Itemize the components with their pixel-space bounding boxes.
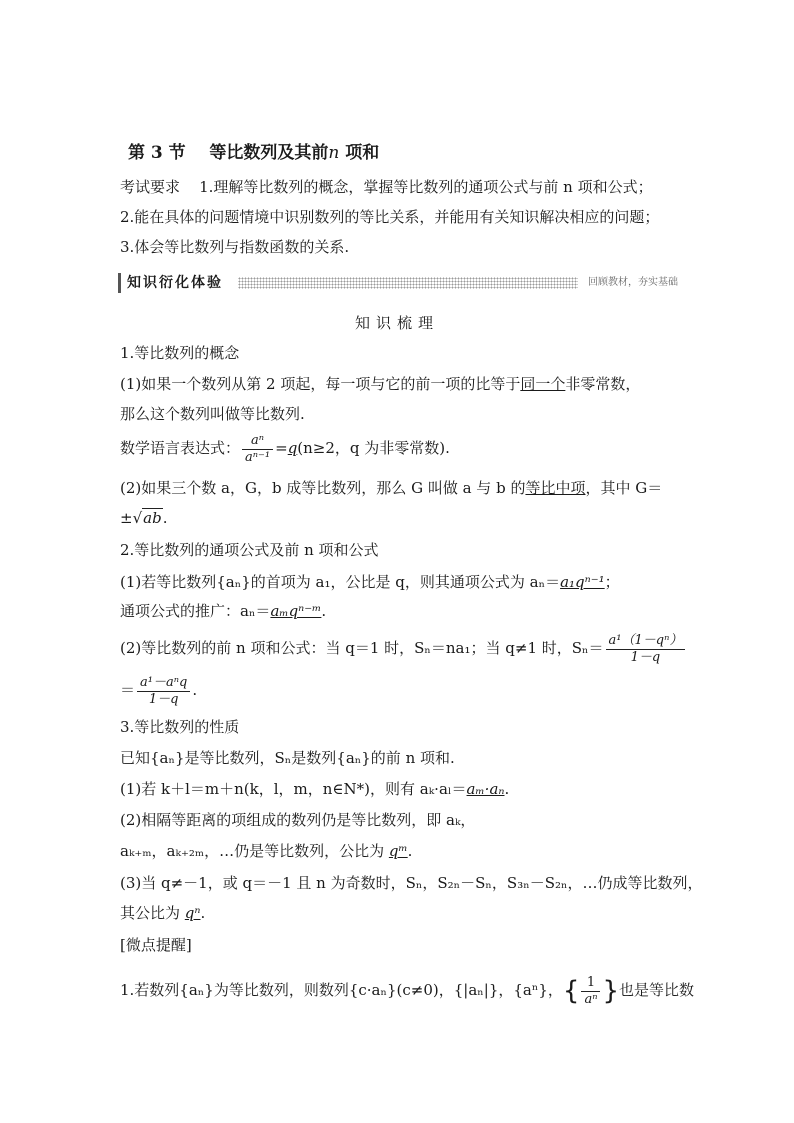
right-brace-icon: } — [602, 976, 620, 1006]
s2-p2-tail: . — [321, 602, 327, 620]
s3-p3-line1: (3)当 q≠－1，或 q＝－1 且 n 为奇数时，Sₙ，S₂ₙ－Sₙ，S₃ₙ－S₂ₙ，…仍成等比数列， — [120, 874, 703, 892]
banner-dotted-rule — [238, 277, 578, 289]
s3-p3-tail: . — [200, 904, 206, 922]
sum-fraction-1 — [606, 633, 686, 666]
reciprocal-num: 1 — [581, 975, 600, 992]
sum-fraction-1-num: a¹（1－qⁿ） — [606, 633, 686, 650]
s3-p1-blank: aₘ·aₙ — [466, 780, 505, 798]
s3-heading: 3.等比数列的性质 — [120, 718, 240, 736]
s1-p1-line1 — [120, 374, 640, 394]
s2-p4 — [120, 672, 197, 708]
s2-p4-end: . — [192, 681, 198, 699]
s1-p2-line2: ±√ab. — [120, 509, 168, 527]
s1-expression — [120, 430, 450, 466]
s3-p3-line2 — [120, 903, 205, 923]
s1-p1-text: (1)如果一个数列从第 2 项起，每一项与它的前一项的比等于 — [120, 375, 521, 393]
requirements-label: 考试要求 — [120, 178, 181, 196]
left-brace-icon: { — [562, 976, 580, 1006]
s1-p1-blank: 同一个 — [520, 375, 566, 393]
ratio-fraction — [242, 433, 273, 466]
requirement-item-1: 1.理解等比数列的概念，掌握等比数列的通项公式与前 n 项和公式； — [199, 178, 653, 196]
s2-p1 — [120, 572, 620, 592]
s3-p2-tail: . — [407, 842, 413, 860]
knowledge-subtitle: 知识梳理 — [354, 314, 439, 332]
s2-p2 — [120, 601, 326, 621]
s3-p2-text: aₖ₊ₘ，aₖ₊₂ₘ，…仍是等比数列，公比为 — [120, 842, 385, 860]
s1-p2-blank: 等比中项 — [525, 479, 586, 497]
s3-p0: 已知{aₙ}是等比数列，Sₙ是数列{aₙ}的前 n 项和. — [120, 749, 455, 767]
section-banner — [118, 273, 678, 293]
s1-p2-line1 — [120, 478, 662, 498]
s2-p1-text: (1)若等比数列{aₙ}的首项为 a₁，公比是 q，则其通项公式为 aₙ＝ — [120, 573, 561, 591]
tips-p1-text: 1.若数列{aₙ}为等比数列，则数列{c·aₙ}(c≠0)，{|aₙ|}，{aⁿ}， — [120, 981, 563, 999]
tips-p1 — [120, 972, 694, 1008]
s2-p1-tail: ； — [604, 573, 620, 591]
sqrt-ab: ab — [143, 509, 162, 527]
expr-tail: (n≥2，q 为非零常数). — [297, 439, 450, 457]
s2-p3-text: (2)等比数列的前 n 项和公式：当 q＝1 时，Sₙ＝na₁；当 q≠1 时，Sₙ＝ — [120, 639, 604, 657]
tips-p1-tail: 也是等比数 — [619, 981, 695, 999]
reciprocal-den: aⁿ — [584, 991, 598, 1007]
section-number: 第 3 节 — [128, 143, 186, 163]
s2-p2-text: 通项公式的推广：aₙ＝ — [120, 602, 271, 620]
s1-p1-line2: 那么这个数列叫做等比数列. — [120, 405, 305, 423]
sum-fraction-1-den: 1－q — [630, 649, 661, 665]
s3-p1-text: (1)若 k＋l＝m＋n(k，l，m，n∈N*)，则有 aₖ·aₗ＝ — [120, 780, 467, 798]
s2-p2-blank: aₘqⁿ⁻ᵐ — [270, 602, 322, 620]
s3-p2-blank: qᵐ — [388, 842, 408, 860]
s2-p4-eq: ＝ — [120, 681, 136, 699]
s1-p2-tail: ，其中 G＝ — [585, 479, 663, 497]
expr-label: 数学语言表达式： — [120, 439, 241, 457]
expr-eq: = — [275, 439, 288, 457]
s3-p1 — [120, 779, 509, 799]
reciprocal-fraction — [581, 975, 600, 1008]
ratio-denominator: aⁿ⁻¹ — [245, 449, 271, 465]
s2-heading: 2.等比数列的通项公式及前 n 项和公式 — [120, 541, 379, 559]
requirement-item-3: 3.体会等比数列与指数函数的关系. — [120, 238, 350, 256]
requirements-line-1 — [120, 177, 653, 197]
requirement-item-2: 2.能在具体的问题情境中识别数列的等比关系，并能用有关知识解决相应的问题； — [120, 208, 660, 226]
section-title-var: n — [328, 143, 340, 163]
banner-right-text: 回顾教材，夯实基础 — [588, 277, 678, 288]
s3-p1-tail: . — [504, 780, 510, 798]
section-title-text: 等比数列及其前 — [209, 143, 329, 163]
s1-heading: 1.等比数列的概念 — [120, 344, 240, 362]
s1-p2-end: . — [162, 509, 168, 527]
s2-p3 — [120, 630, 687, 666]
ratio-numerator: aⁿ — [242, 433, 273, 450]
expr-q-blank: q — [287, 439, 298, 457]
banner-label: 知识衍化体验 — [118, 273, 227, 293]
s1-p2-text: (2)如果三个数 a，G，b 成等比数列，那么 G 叫做 a 与 b 的 — [120, 479, 526, 497]
sum-fraction-2-den: 1－q — [148, 691, 179, 707]
s3-p2-line2 — [120, 841, 412, 861]
sum-fraction-2-num: a¹－aⁿq — [137, 675, 190, 692]
s2-p1-blank: a₁qⁿ⁻¹ — [560, 573, 605, 591]
section-title — [128, 138, 379, 163]
section-title-tail: 项和 — [345, 143, 380, 163]
s3-p3-blank: qⁿ — [184, 904, 201, 922]
tips-heading: [微点提醒] — [120, 936, 192, 954]
s3-p3-text: 其公比为 — [120, 904, 181, 922]
sum-fraction-2 — [137, 675, 190, 708]
s3-p2-line1: (2)相隔等距离的项组成的数列仍是等比数列，即 aₖ， — [120, 811, 476, 829]
s1-p1-tail: 非零常数， — [565, 375, 641, 393]
plus-minus: ± — [120, 509, 133, 527]
